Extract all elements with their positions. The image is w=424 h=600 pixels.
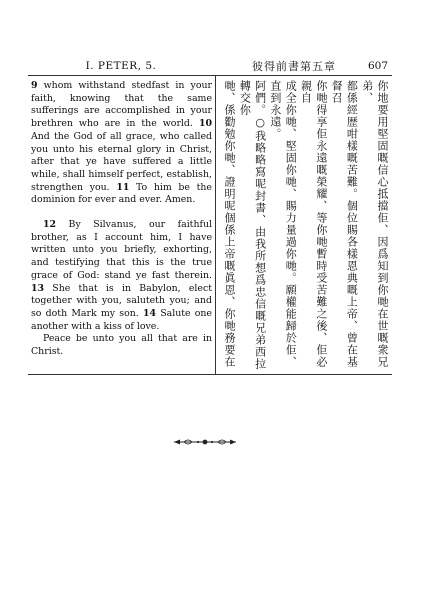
verse-number: 14 xyxy=(142,307,156,319)
verse-text: By Silvanus, our faithful brother, as I account him, I have written unto you briefly, exhorting, and testifying that this is the true grace of God: stand ye fast therein. xyxy=(31,219,212,281)
verse-text: And the God of all grace, who called you unto his eternal glory in Christ, after that ye have suffered a little while, shall himself perfect, establish, strengthen you. xyxy=(31,130,212,193)
page-number: 607 xyxy=(368,60,389,72)
page-header-english: I. PETER, 5. xyxy=(85,60,157,72)
english-paragraph-1 xyxy=(31,80,212,207)
page-header-chinese: 彼得前書第五章 xyxy=(252,60,336,73)
chinese-column: 哋、係勸勉你哋、證明呢個係上帝嘅眞恩、你哋務要在 xyxy=(223,80,237,368)
english-paragraph-3: Peace be unto you all that are in Christ. xyxy=(31,333,212,358)
chinese-column: 阿們。○我略略寫呢封書、由我所想爲忠信嘅兄弟西拉轉交你 xyxy=(238,80,267,370)
chinese-column: 都係經歴咁樣嘅苦難。個位賜各樣恩典嘅上帝、曾在基督召 xyxy=(330,80,359,368)
chinese-text-column xyxy=(220,80,390,370)
end-ornament xyxy=(170,436,240,448)
verse-number: 13 xyxy=(31,282,45,294)
verse-number: 12 xyxy=(43,219,57,231)
verse-number: 11 xyxy=(116,181,130,193)
chinese-column: 成全你哋、堅固你哋、賜力量過你哋。願權能歸於佢、直到永遠。 xyxy=(268,80,298,368)
english-paragraph-2 xyxy=(31,219,212,333)
header-rule xyxy=(28,75,392,76)
english-text-column xyxy=(31,80,212,359)
verse-text: To him be the dominion for ever and ever. Amen. xyxy=(31,181,212,206)
verse-text: whom withstand stedfast in your faith, knowing that the same sufferings are accomplished in your brethren who are in the world. xyxy=(31,80,212,130)
chinese-column: 你哋得享佢永遠嘅榮耀、等你哋暫時受苦難之後、佢必親自 xyxy=(299,80,328,368)
verse-text: Salute one another with a kiss of love. xyxy=(31,307,212,332)
verse-number: 9 xyxy=(31,80,38,91)
column-divider xyxy=(215,75,216,374)
verse-number: 10 xyxy=(198,118,212,130)
chinese-column: 你地要用堅固嘅信心抵擋佢、因爲知到你哋在世嘅衆兄弟、 xyxy=(360,80,389,368)
verse-text: She that is in Babylon, elect together with you, saluteth you; and so doth Mark my son. xyxy=(31,282,212,319)
footer-rule xyxy=(28,374,392,375)
